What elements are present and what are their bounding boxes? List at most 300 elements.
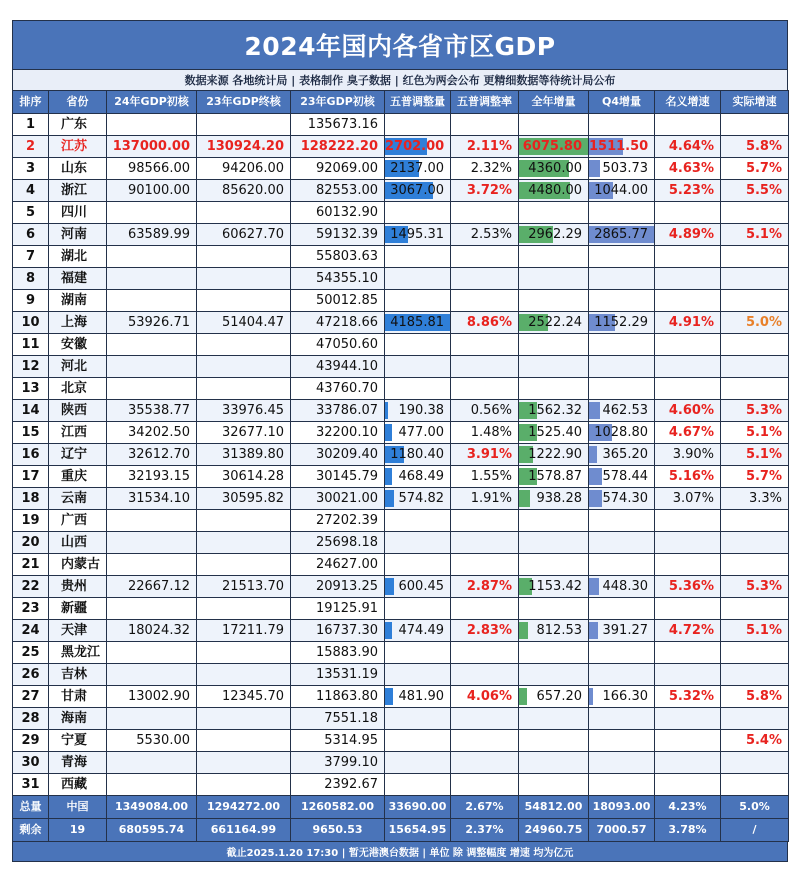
cell-gdp23f	[197, 598, 291, 620]
cell-gdp23f	[197, 664, 291, 686]
cell-prov	[49, 466, 107, 488]
cell-prov	[49, 136, 107, 158]
cell-adj-pct	[451, 774, 519, 796]
cell-gdp23i	[291, 334, 385, 356]
cell-gdp23i	[291, 312, 385, 334]
cell-rank	[13, 422, 49, 444]
cell-value: 5.7%	[745, 160, 782, 176]
cell-value: 4185.81	[390, 314, 444, 330]
cell-inc	[519, 664, 589, 686]
cell-adj-pct	[451, 730, 519, 752]
cell-value: 5.4%	[745, 732, 782, 748]
cell-prov	[49, 400, 107, 422]
cell-adj-pct	[451, 752, 519, 774]
cell-adj	[385, 114, 451, 136]
cell-inc	[519, 532, 589, 554]
cell-value: 47218.66	[315, 314, 378, 330]
cell-real	[721, 444, 789, 466]
cell-value: 湖南	[61, 292, 88, 308]
cell-value: 广东	[61, 116, 88, 132]
cell-adj-pct	[451, 246, 519, 268]
cell-value: 1	[25, 116, 36, 132]
table-row	[13, 620, 789, 642]
cell-adj	[385, 510, 451, 532]
cell-rank	[13, 180, 49, 202]
cell-real	[721, 686, 789, 708]
cell-adj-pct	[451, 664, 519, 686]
table-row	[13, 158, 789, 180]
cell-rank	[13, 620, 49, 642]
cell-gdp24	[107, 356, 197, 378]
table-row	[13, 598, 789, 620]
cell-gdp23f	[197, 114, 291, 136]
cell-inc	[519, 312, 589, 334]
cell-value: 3.3%	[748, 490, 782, 506]
cell-gdp24	[107, 422, 197, 444]
cell-value: 11	[21, 336, 40, 352]
cell-adj-pct	[451, 202, 519, 224]
cell-q4	[589, 620, 655, 642]
cell-value: 600.45	[398, 578, 444, 594]
cell-inc	[519, 444, 589, 466]
summary-inc: 24960.75	[519, 819, 589, 842]
cell-gdp23i	[291, 466, 385, 488]
cell-nom	[655, 620, 721, 642]
cell-adj-pct	[451, 378, 519, 400]
cell-value: 166.30	[602, 688, 648, 704]
cell-value: 5.3%	[745, 578, 782, 594]
cell-adj-pct	[451, 114, 519, 136]
column-header: 五普调整量	[385, 91, 451, 114]
cell-gdp23f	[197, 642, 291, 664]
summary-adj-pct: 2.37%	[451, 819, 519, 842]
cell-value: 1.48%	[470, 424, 512, 440]
cell-value: 25698.18	[315, 534, 378, 550]
cell-adj	[385, 378, 451, 400]
cell-value: 5.32%	[668, 688, 714, 704]
cell-value: 92069.00	[315, 160, 378, 176]
cell-inc	[519, 158, 589, 180]
cell-real	[721, 180, 789, 202]
cell-q4	[589, 730, 655, 752]
cell-adj-pct	[451, 334, 519, 356]
cell-gdp24	[107, 664, 197, 686]
cell-gdp23i	[291, 202, 385, 224]
cell-value: 30	[21, 754, 40, 770]
cell-value: 新疆	[61, 600, 88, 616]
cell-adj-pct	[451, 466, 519, 488]
cell-gdp24	[107, 708, 197, 730]
cell-adj-pct	[451, 356, 519, 378]
cell-q4	[589, 488, 655, 510]
cell-value: 6075.80	[522, 138, 582, 154]
cell-value: 60627.70	[221, 226, 284, 242]
cell-value: 1028.80	[594, 424, 648, 440]
cell-value: 0.56%	[470, 402, 512, 418]
table-row	[13, 554, 789, 576]
cell-q4	[589, 444, 655, 466]
cell-rank	[13, 576, 49, 598]
cell-adj	[385, 444, 451, 466]
cell-q4	[589, 180, 655, 202]
cell-value: 2137.00	[390, 160, 444, 176]
cell-gdp23f	[197, 268, 291, 290]
cell-adj-pct	[451, 708, 519, 730]
cell-value: 福建	[61, 270, 88, 286]
cell-q4	[589, 400, 655, 422]
cell-gdp23f	[197, 730, 291, 752]
cell-adj	[385, 708, 451, 730]
cell-gdp23f	[197, 532, 291, 554]
cell-gdp23f	[197, 180, 291, 202]
cell-value: 657.20	[536, 688, 582, 704]
cell-rank	[13, 664, 49, 686]
cell-gdp23i	[291, 246, 385, 268]
cell-real	[721, 576, 789, 598]
cell-gdp23f	[197, 774, 291, 796]
cell-value: 8	[25, 270, 36, 286]
cell-gdp23f	[197, 290, 291, 312]
cell-value: 137000.00	[112, 138, 190, 154]
cell-nom	[655, 422, 721, 444]
cell-prov	[49, 224, 107, 246]
cell-value: 20913.25	[315, 578, 378, 594]
cell-rank	[13, 444, 49, 466]
cell-gdp23f	[197, 158, 291, 180]
cell-real	[721, 268, 789, 290]
column-header: 五普调整率	[451, 91, 519, 114]
cell-value: 10	[21, 314, 40, 330]
cell-value: 13	[21, 380, 40, 396]
cell-value: 甘肃	[61, 688, 88, 704]
cell-inc	[519, 730, 589, 752]
table-row	[13, 268, 789, 290]
table-row	[13, 378, 789, 400]
cell-value: 1578.87	[528, 468, 582, 484]
inc-bar	[519, 490, 530, 507]
column-header: 全年增量	[519, 91, 589, 114]
cell-value: 2	[25, 138, 36, 154]
cell-nom	[655, 202, 721, 224]
cell-value: 33976.45	[221, 402, 284, 418]
cell-inc	[519, 136, 589, 158]
cell-inc	[519, 334, 589, 356]
cell-inc	[519, 620, 589, 642]
cell-gdp23i	[291, 114, 385, 136]
cell-q4	[589, 686, 655, 708]
cell-value: 59132.39	[315, 226, 378, 242]
cell-value: 54355.10	[315, 270, 378, 286]
table-row	[13, 246, 789, 268]
source-note: 数据来源 各地统计局 | 表格制作 臭子数据 | 红色为两会公布 更精细数据等待统计局公布	[12, 70, 788, 90]
cell-real	[721, 708, 789, 730]
cell-value: 5.5%	[745, 182, 782, 198]
cell-value: 16737.30	[315, 622, 378, 638]
cell-value: 1562.32	[528, 402, 582, 418]
cell-gdp23f	[197, 312, 291, 334]
cell-value: 1153.42	[528, 578, 582, 594]
cell-gdp23i	[291, 598, 385, 620]
cell-value: 2.32%	[470, 160, 512, 176]
cell-adj	[385, 422, 451, 444]
gdp-table	[12, 90, 789, 842]
cell-real	[721, 114, 789, 136]
cell-value: 18024.32	[127, 622, 190, 638]
cell-value: 130924.20	[206, 138, 284, 154]
cell-value: 4.64%	[668, 138, 714, 154]
cell-gdp24	[107, 752, 197, 774]
cell-rank	[13, 290, 49, 312]
cell-value: 481.90	[398, 688, 444, 704]
cell-nom	[655, 246, 721, 268]
cell-value: 3799.10	[324, 754, 378, 770]
cell-adj-pct	[451, 290, 519, 312]
cell-value: 5.1%	[745, 226, 782, 242]
cell-adj-pct	[451, 488, 519, 510]
cell-q4	[589, 642, 655, 664]
table-row	[13, 466, 789, 488]
cell-prov	[49, 620, 107, 642]
column-header: 排序	[13, 91, 49, 114]
cell-value: 5	[25, 204, 36, 220]
cell-gdp24	[107, 378, 197, 400]
cell-gdp24	[107, 400, 197, 422]
cell-value: 51404.47	[221, 314, 284, 330]
cell-gdp24	[107, 466, 197, 488]
cell-value: 广西	[61, 512, 88, 528]
cell-rank	[13, 246, 49, 268]
q4-bar	[589, 468, 602, 485]
cell-value: 贵州	[61, 578, 88, 594]
cell-value: 53926.71	[127, 314, 190, 330]
cell-adj-pct	[451, 180, 519, 202]
cell-q4	[589, 378, 655, 400]
cell-q4	[589, 774, 655, 796]
cell-rank	[13, 202, 49, 224]
cell-real	[721, 510, 789, 532]
cell-value: 9	[25, 292, 36, 308]
summary-adj-pct: 2.67%	[451, 796, 519, 819]
cell-adj	[385, 290, 451, 312]
cell-rank	[13, 532, 49, 554]
cell-inc	[519, 774, 589, 796]
cell-value: 13002.90	[127, 688, 190, 704]
cell-gdp23f	[197, 444, 291, 466]
summary-row	[13, 796, 789, 819]
cell-value: 5.1%	[745, 446, 782, 462]
cell-value: 2865.77	[594, 226, 648, 242]
cell-nom	[655, 488, 721, 510]
cell-value: 5.1%	[745, 424, 782, 440]
cell-prov	[49, 488, 107, 510]
cell-value: 4.60%	[668, 402, 714, 418]
cell-prov	[49, 576, 107, 598]
cell-gdp23i	[291, 774, 385, 796]
cell-value: 16	[21, 446, 40, 462]
cell-rank	[13, 400, 49, 422]
cell-value: 2702.00	[385, 138, 445, 154]
cell-value: 1152.29	[594, 314, 648, 330]
cell-value: 63589.99	[127, 226, 190, 242]
cell-value: 山东	[61, 160, 88, 176]
summary-adj: 33690.00	[385, 796, 451, 819]
cell-gdp23f	[197, 554, 291, 576]
table-row	[13, 136, 789, 158]
cell-value: 31534.10	[127, 490, 190, 506]
cell-prov	[49, 378, 107, 400]
cell-adj	[385, 664, 451, 686]
cell-value: 82553.00	[315, 182, 378, 198]
cell-q4	[589, 334, 655, 356]
cell-inc	[519, 510, 589, 532]
cell-adj-pct	[451, 620, 519, 642]
cell-value: 河南	[61, 226, 88, 242]
cell-value: 海南	[61, 710, 88, 726]
cell-value: 宁夏	[61, 732, 88, 748]
q4-bar	[589, 160, 600, 177]
cell-nom	[655, 136, 721, 158]
table-row	[13, 664, 789, 686]
cell-value: 32200.10	[315, 424, 378, 440]
q4-bar	[589, 446, 597, 463]
cell-real	[721, 422, 789, 444]
cell-rank	[13, 378, 49, 400]
cell-gdp24	[107, 290, 197, 312]
cell-nom	[655, 466, 721, 488]
cell-q4	[589, 466, 655, 488]
cell-gdp24	[107, 312, 197, 334]
table-row	[13, 444, 789, 466]
cell-adj	[385, 466, 451, 488]
cell-value: 江苏	[61, 138, 88, 154]
cell-value: 29	[21, 732, 40, 748]
cell-prov	[49, 356, 107, 378]
cell-adj-pct	[451, 444, 519, 466]
inc-bar	[519, 688, 527, 705]
cell-nom	[655, 510, 721, 532]
table-row	[13, 488, 789, 510]
adj-bar	[385, 490, 394, 507]
cell-adj-pct	[451, 136, 519, 158]
cell-adj	[385, 774, 451, 796]
cell-prov	[49, 114, 107, 136]
summary-row	[13, 819, 789, 842]
cell-value: 1.55%	[470, 468, 512, 484]
cell-value: 13531.19	[315, 666, 378, 682]
cell-gdp24	[107, 158, 197, 180]
cell-adj-pct	[451, 642, 519, 664]
cell-gdp23f	[197, 620, 291, 642]
cell-rank	[13, 136, 49, 158]
cell-gdp24	[107, 488, 197, 510]
cell-value: 33786.07	[315, 402, 378, 418]
summary-gdp24: 1349084.00	[107, 796, 197, 819]
cell-value: 2392.67	[324, 776, 378, 792]
q4-bar	[589, 688, 593, 705]
cell-value: 1.91%	[470, 490, 512, 506]
cell-value: 19	[21, 512, 40, 528]
cell-adj-pct	[451, 576, 519, 598]
table-row	[13, 180, 789, 202]
cell-q4	[589, 752, 655, 774]
summary-gdp23f: 1294272.00	[197, 796, 291, 819]
table-row	[13, 114, 789, 136]
summary-label: 剩余	[13, 819, 49, 842]
cell-value: 3	[25, 160, 36, 176]
summary-real: /	[721, 819, 789, 842]
cell-gdp23i	[291, 620, 385, 642]
gdp-table-sheet	[12, 20, 788, 868]
cell-nom	[655, 554, 721, 576]
cell-gdp23f	[197, 708, 291, 730]
cell-adj-pct	[451, 158, 519, 180]
cell-inc	[519, 708, 589, 730]
cell-gdp24	[107, 532, 197, 554]
cell-value: 3.91%	[466, 446, 512, 462]
cell-value: 5.16%	[668, 468, 714, 484]
cell-gdp23i	[291, 642, 385, 664]
cell-rank	[13, 356, 49, 378]
cell-gdp23f	[197, 752, 291, 774]
cell-value: 2.53%	[470, 226, 512, 242]
cell-real	[721, 488, 789, 510]
cell-nom	[655, 356, 721, 378]
cell-value: 5530.00	[136, 732, 190, 748]
cell-gdp23i	[291, 444, 385, 466]
cell-value: 574.30	[602, 490, 648, 506]
cell-adj	[385, 598, 451, 620]
footer-note: 截止2025.1.20 17:30 | 暂无港澳台数据 | 单位 除 调整幅度 增速 均为亿元	[12, 842, 788, 862]
cell-adj	[385, 202, 451, 224]
cell-adj	[385, 158, 451, 180]
cell-gdp23f	[197, 488, 291, 510]
cell-inc	[519, 752, 589, 774]
cell-q4	[589, 708, 655, 730]
cell-real	[721, 202, 789, 224]
cell-value: 重庆	[61, 468, 88, 484]
cell-inc	[519, 224, 589, 246]
cell-adj	[385, 224, 451, 246]
cell-adj	[385, 532, 451, 554]
cell-gdp23f	[197, 400, 291, 422]
cell-gdp23i	[291, 686, 385, 708]
cell-value: 1180.40	[390, 446, 444, 462]
cell-adj-pct	[451, 268, 519, 290]
cell-value: 6	[25, 226, 36, 242]
cell-rank	[13, 686, 49, 708]
cell-prov	[49, 598, 107, 620]
cell-gdp24	[107, 136, 197, 158]
cell-rank	[13, 730, 49, 752]
cell-gdp23i	[291, 158, 385, 180]
cell-value: 574.82	[398, 490, 444, 506]
cell-value: 31	[21, 776, 40, 792]
adj-bar	[385, 424, 392, 441]
cell-value: 21513.70	[221, 578, 284, 594]
cell-adj	[385, 136, 451, 158]
cell-q4	[589, 576, 655, 598]
cell-value: 5.36%	[668, 578, 714, 594]
cell-gdp23f	[197, 224, 291, 246]
cell-nom	[655, 576, 721, 598]
cell-value: 938.28	[536, 490, 582, 506]
adj-bar	[385, 402, 388, 419]
cell-value: 448.30	[602, 578, 648, 594]
cell-value: 391.27	[602, 622, 648, 638]
cell-q4	[589, 664, 655, 686]
cell-real	[721, 554, 789, 576]
cell-rank	[13, 312, 49, 334]
